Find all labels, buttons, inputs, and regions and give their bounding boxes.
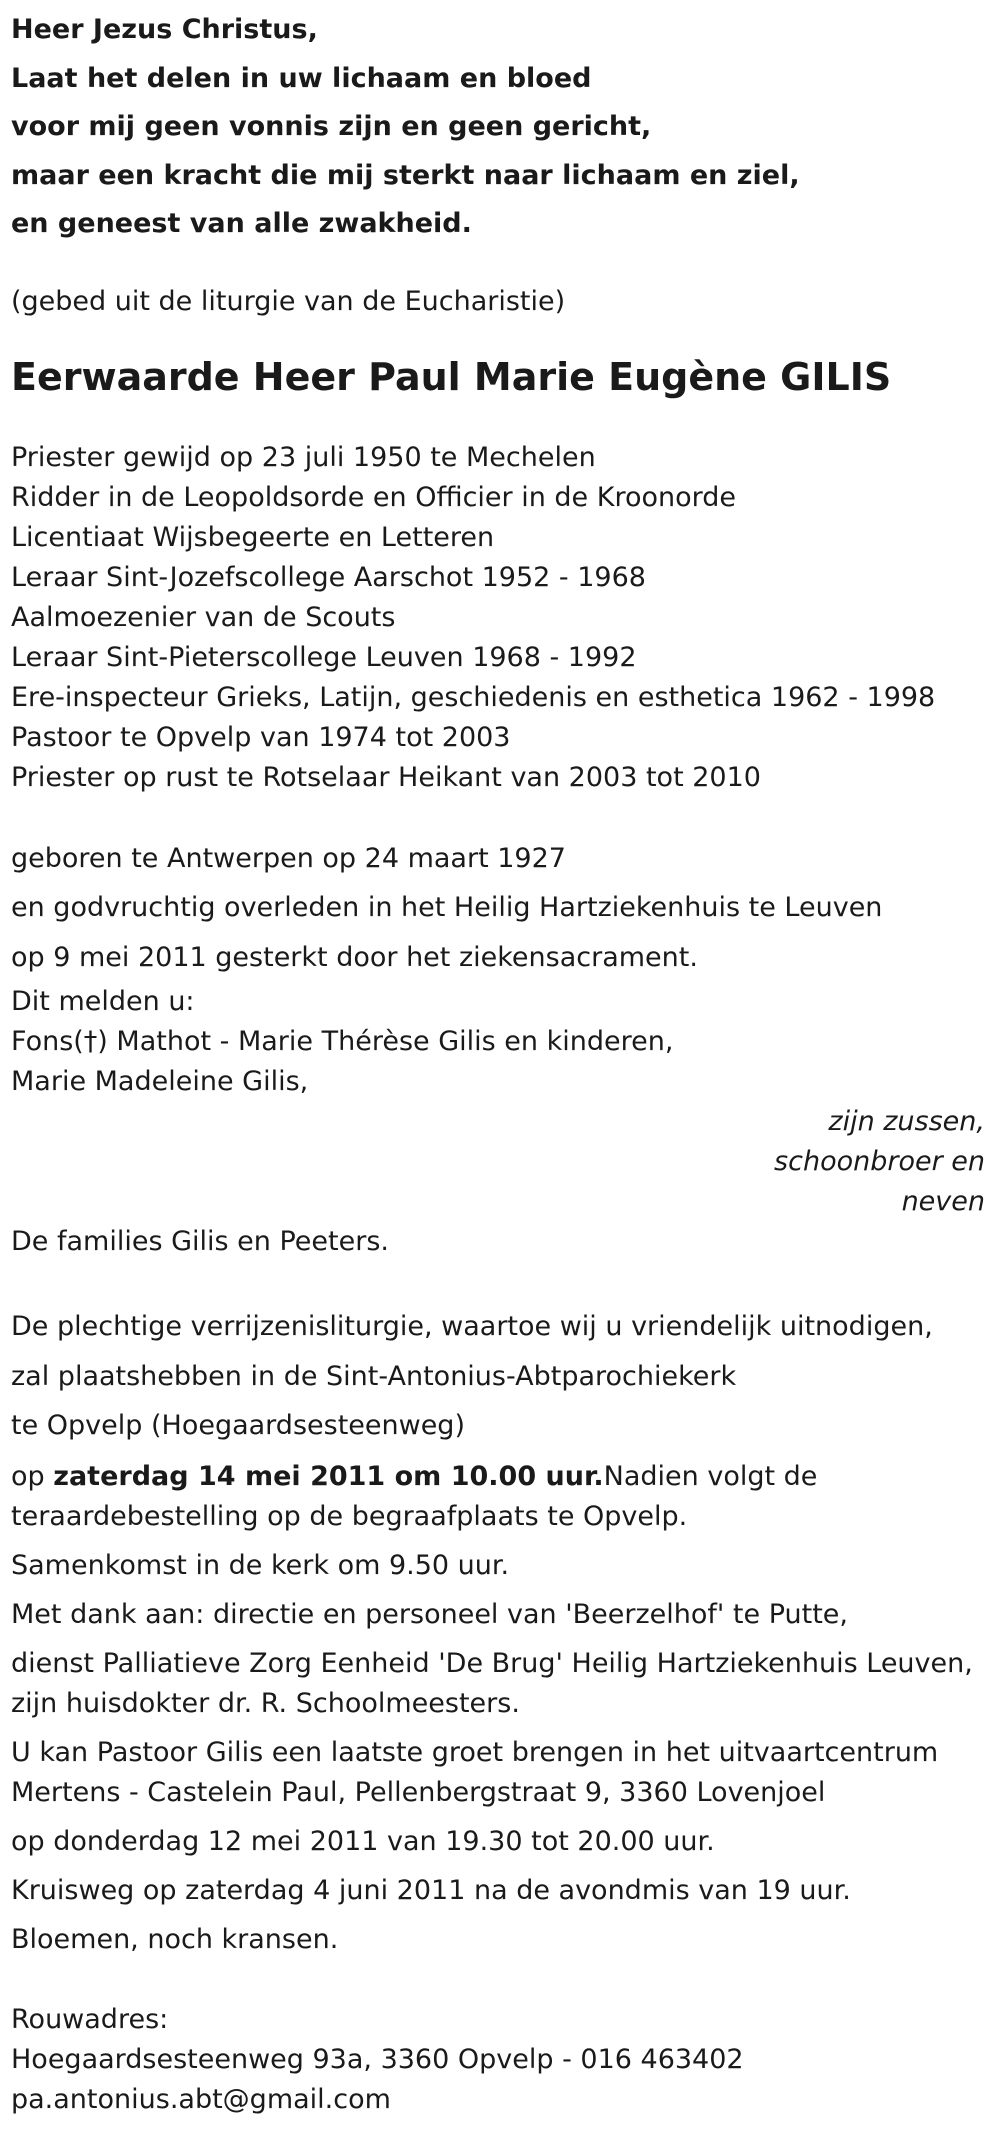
visitation-line: U kan Pastoor Gilis een laatste groet brengen in het uitvaartcentrum (11, 1736, 939, 1768)
career-item: Priester op rust te Rotselaar Heikant van 2003 tot 2010 (11, 761, 761, 793)
address-label: Rouwadres: (11, 2003, 169, 2035)
career-item: Leraar Sint-Pieterscollege Leuven 1968 - 1992 (11, 641, 637, 673)
visitation-line: op donderdag 12 mei 2011 van 19.30 tot 20.00 uur. (11, 1825, 715, 1857)
family-line: Marie Madeleine Gilis, (11, 1066, 309, 1097)
role-line: schoonbroer en (774, 1146, 985, 1177)
visitation (11, 1733, 991, 1862)
prayer-line: voor mij geen vonnis zijn en geen gericht, (11, 111, 652, 142)
thanks-line: dienst Palliatieve Zorg Eenheid 'De Brug' Heilig Hartziekenhuis Leuven, (11, 1647, 973, 1679)
funeral-date-suffix: Nadien volgt de (603, 1460, 818, 1492)
family-roles (11, 1102, 991, 1222)
obituary-page (11, 6, 991, 2120)
address-street: Hoegaardsesteenweg 93a, 3360 Opvelp - 016 463402 (11, 2043, 744, 2075)
family-line: Fons(†) Mathot - Marie Thérèse Gilis en kinderen, (11, 1026, 674, 1057)
prayer-source: (gebed uit de liturgie van de Eucharistie) (11, 285, 566, 317)
born-line: geboren te Antwerpen op 24 maart 1927 (11, 842, 566, 874)
announcers-intro: Dit melden u: (11, 986, 195, 1017)
prayer-line: Laat het delen in uw lichaam en bloed (11, 62, 592, 94)
funeral-line: De plechtige verrijzenisliturgie, waartoe wij u vriendelijk uitnodigen, (11, 1311, 933, 1342)
thanks (11, 1595, 991, 1724)
gathering-line: Samenkomst in de kerk om 9.50 uur. (11, 1549, 510, 1581)
career-item: Aalmoezenier van de Scouts (11, 601, 396, 633)
prayer-line: Heer Jezus Christus, (11, 14, 318, 45)
way-of-cross: Kruisweg op zaterdag 4 juni 2011 na de avondmis van 19 uur. (11, 1874, 851, 1906)
career-item: Pastoor te Opvelp van 1974 tot 2003 (11, 721, 511, 753)
career-item: Priester gewijd op 23 juli 1950 te Mechelen (11, 441, 596, 473)
role-line: neven (901, 1186, 985, 1217)
prayer-line: maar een kracht die mij sterkt naar lichaam en ziel, (11, 159, 800, 191)
announcers (11, 982, 991, 1262)
prayer (11, 6, 991, 249)
families-line: De families Gilis en Peeters. (11, 1226, 389, 1257)
funeral-date-prefix: op (11, 1460, 54, 1492)
funeral-details (11, 1302, 991, 1586)
death-date-line: op 9 mei 2011 gesterkt door het ziekensacrament. (11, 941, 698, 973)
address-email: pa.antonius.abt@gmail.com (11, 2083, 391, 2115)
funeral-date: zaterdag 14 mei 2011 om 10.00 uur. (53, 1460, 604, 1492)
burial-line: teraardebestelling op de begraafplaats te Opvelp. (11, 1500, 688, 1532)
flowers-note: Bloemen, noch kransen. (11, 1923, 339, 1955)
funeral-date-line (11, 1457, 991, 1497)
thanks-line: Met dank aan: directie en personeel van 'Beerzelhof' te Putte, (11, 1598, 848, 1630)
career-list (11, 438, 991, 798)
funeral-line: te Opvelp (Hoegaardsesteenweg) (11, 1410, 465, 1441)
visitation-line: Mertens - Castelein Paul, Pellenbergstraat 9, 3360 Lovenjoel (11, 1776, 826, 1808)
funeral-line: zal plaatshebben in de Sint-Antonius-Abtparochiekerk (11, 1360, 737, 1392)
mourning-address (11, 2000, 991, 2120)
career-item: Ridder in de Leopoldsorde en Officier in de Kroonorde (11, 481, 736, 513)
died-line: en godvruchtig overleden in het Heilig Hartziekenhuis te Leuven (11, 892, 883, 923)
deceased-name: Eerwaarde Heer Paul Marie Eugène GILIS (11, 354, 892, 399)
thanks-line: zijn huisdokter dr. R. Schoolmeesters. (11, 1687, 520, 1719)
prayer-line: en geneest van alle zwakheid. (11, 208, 472, 239)
life-details (11, 834, 991, 983)
career-item: Leraar Sint-Jozefscollege Aarschot 1952 - 1968 (11, 561, 646, 593)
career-item: Licentiaat Wijsbegeerte en Letteren (11, 521, 495, 553)
role-line: zijn zussen, (828, 1106, 985, 1137)
career-item: Ere-inspecteur Grieks, Latijn, geschiedenis en esthetica 1962 - 1998 (11, 681, 936, 713)
